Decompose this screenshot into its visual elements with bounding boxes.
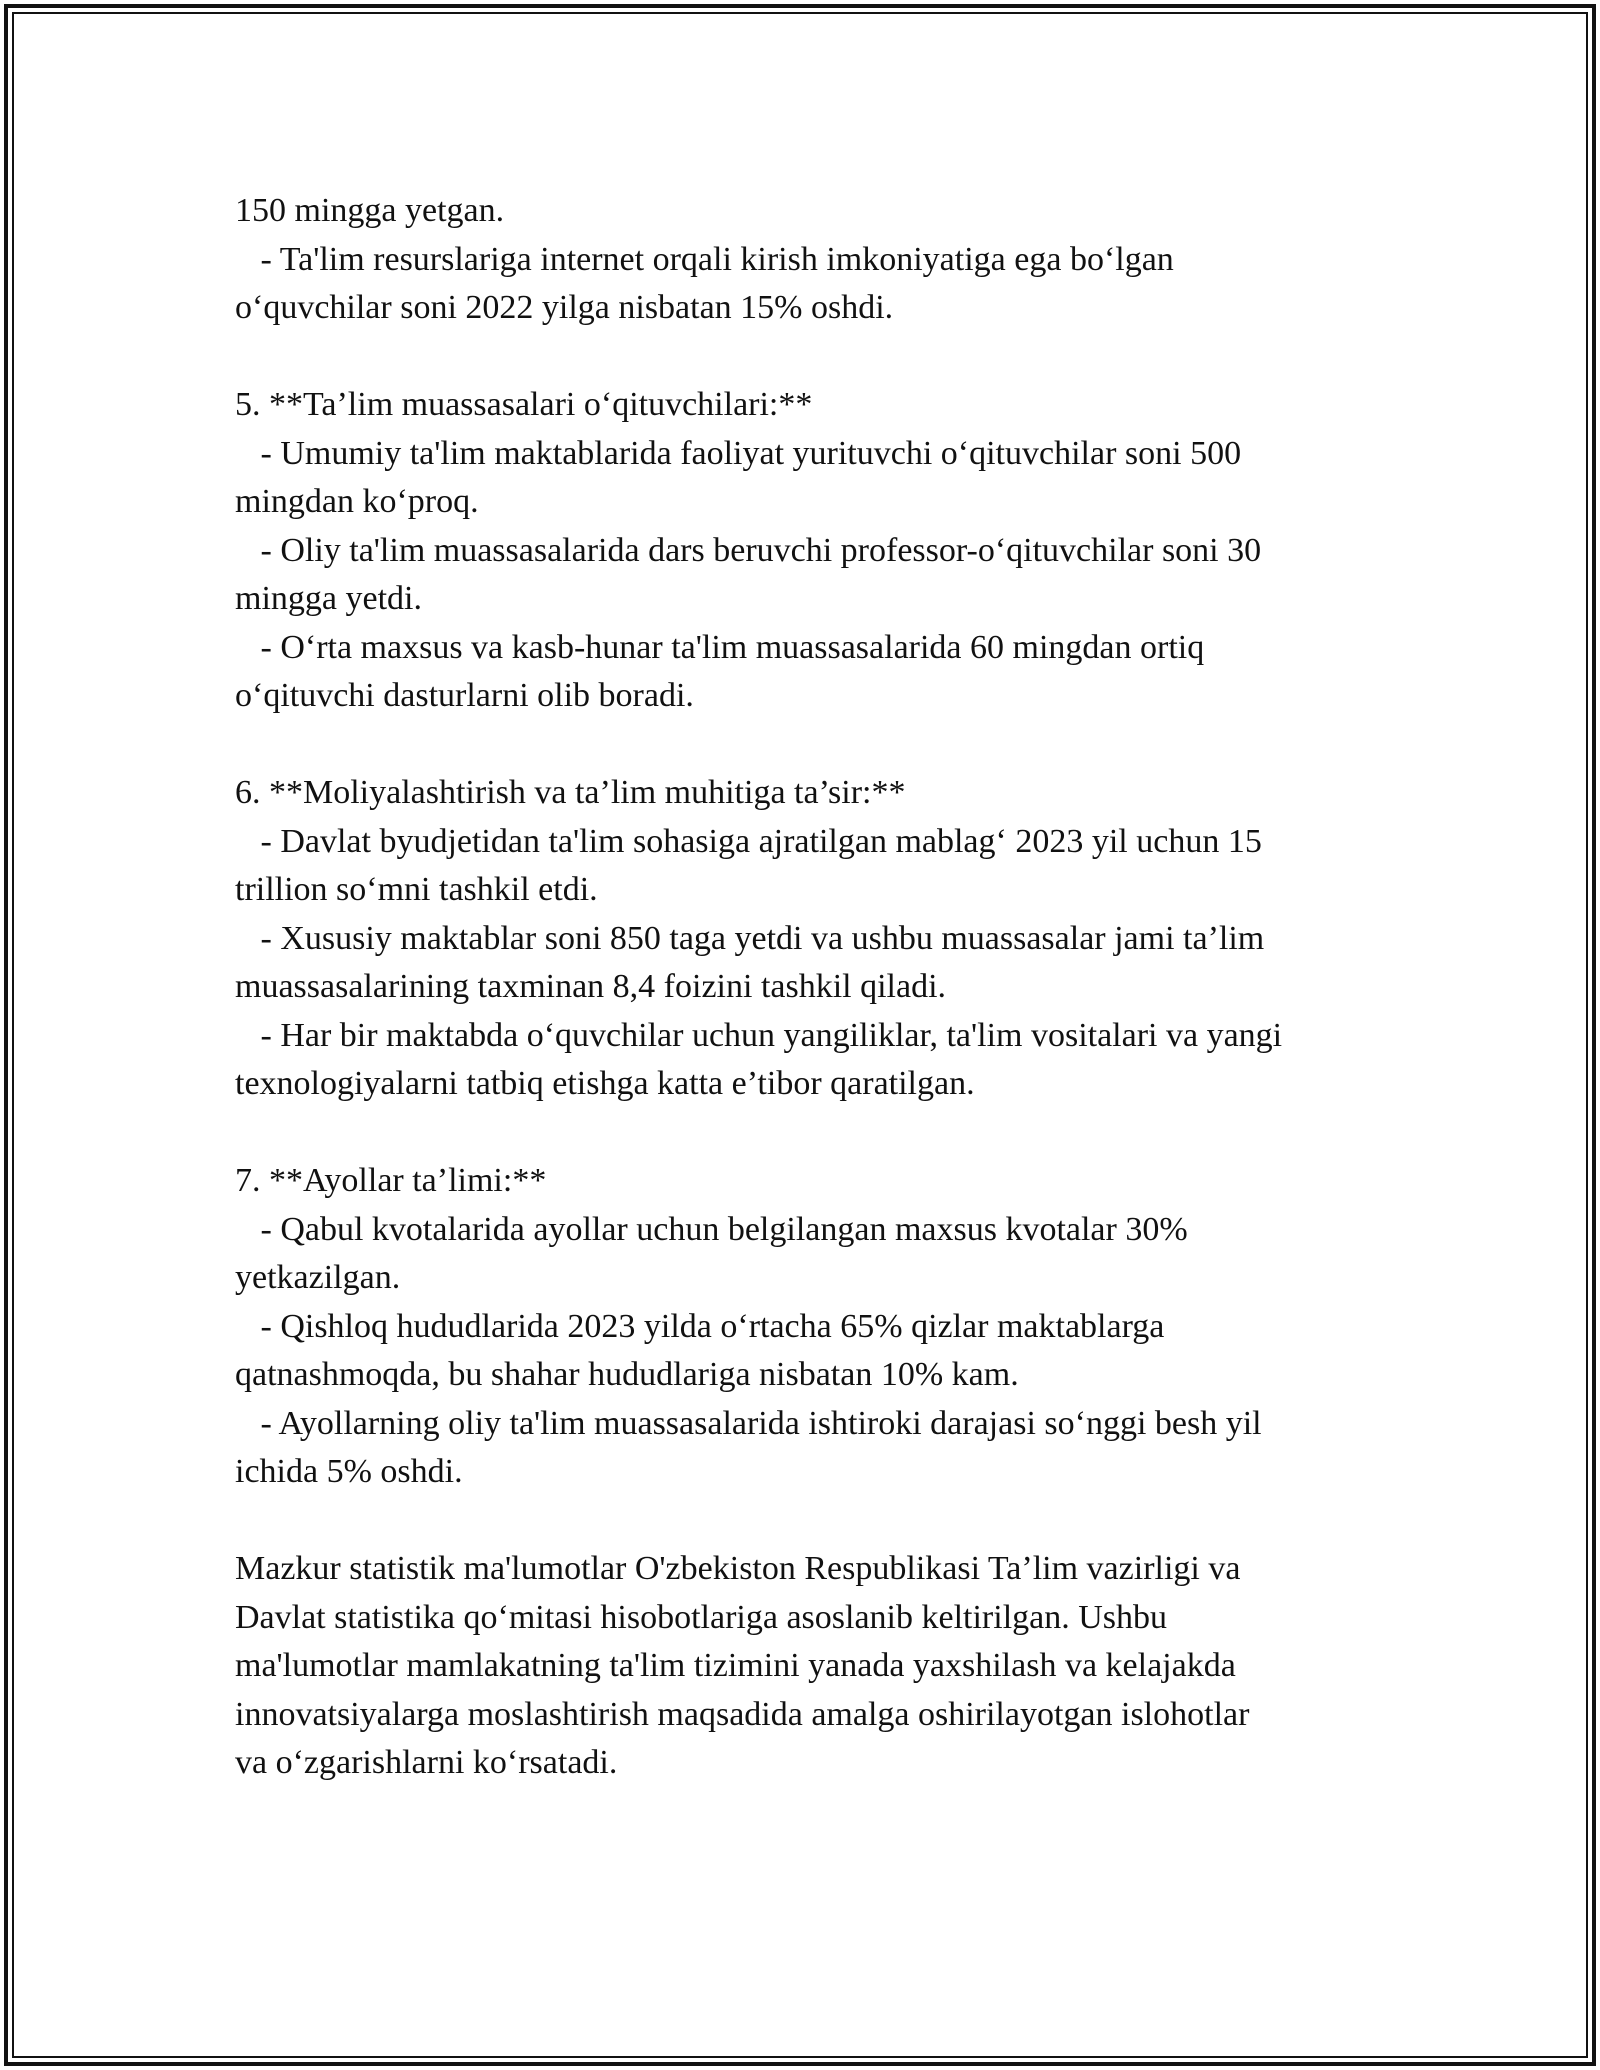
text-line: - O‘rta maxsus va kasb-hunar ta'lim muassasalarida 60 mingdan ortiq [235,628,1205,666]
text-line: - Qabul kvotalarida ayollar uchun belgilangan maxsus kvotalar 30% [235,1210,1188,1248]
text-line: - Qishloq hududlarida 2023 yilda o‘rtacha 65% qizlar maktablarga [235,1307,1165,1345]
text-line: ichida 5% oshdi. [235,1453,463,1490]
text-line: o‘quvchilar soni 2022 yilga nisbatan 15% oshdi. [235,289,894,326]
text-line: - Davlat byudjetidan ta'lim sohasiga ajratilgan mablag‘ 2023 yil uchun 15 [235,822,1262,860]
text-line: - Har bir maktabda o‘quvchilar uchun yangiliklar, ta'lim vositalari va yangi [235,1016,1283,1054]
text-line: ma'lumotlar mamlakatning ta'lim tizimini yanada yaxshilash va kelajakda [235,1647,1236,1684]
section-heading: 5. **Ta’lim muassasalari o‘qituvchilari:** [235,386,813,423]
text-line: Davlat statistika qo‘mitasi hisobotlariga asoslanib keltirilgan. Ushbu [235,1598,1168,1636]
text-line: yetkazilgan. [235,1259,401,1296]
section-heading: 6. **Moliyalashtirish va ta’lim muhitiga ta’sir:** [235,774,906,811]
text-line: - Oliy ta'lim muassasalarida dars beruvchi professor-o‘qituvchilar soni 30 [235,531,1262,569]
paragraph-gap [235,1109,1385,1158]
text-line: mingga yetdi. [235,580,422,617]
paragraph-gap [235,333,1385,382]
text-line: mingdan ko‘proq. [235,483,479,520]
text-line: - Umumiy ta'lim maktablarida faoliyat yurituvchi o‘qituvchilar soni 500 [235,434,1242,472]
text-line: innovatsiyalarga moslashtirish maqsadida amalga oshirilayotgan islohotlar [235,1695,1250,1733]
text-line: Mazkur statistik ma'lumotlar O'zbekiston Respublikasi Ta’lim vazirligi va [235,1550,1241,1587]
paragraph-gap [235,1497,1385,1546]
text-line: va o‘zgarishlarni ko‘rsatadi. [235,1744,618,1781]
text-line: o‘qituvchi dasturlarni olib boradi. [235,677,694,714]
text-line: trillion so‘mni tashkil etdi. [235,871,598,908]
text-line: texnologiyalarni tatbiq etishga katta e’tibor qaratilgan. [235,1065,975,1102]
section-heading: 7. **Ayollar ta’limi:** [235,1162,547,1199]
text-line: qatnashmoqda, bu shahar hududlariga nisbatan 10% kam. [235,1356,1019,1393]
document-body [235,187,1385,1788]
text-line: - Xususiy maktablar soni 850 taga yetdi va ushbu muassasalar jami ta’lim [235,919,1265,957]
text-line: - Ayollarning oliy ta'lim muassasalarida ishtiroki darajasi so‘nggi besh yil [235,1404,1262,1442]
text-line: muassasalarining taxminan 8,4 foizini tashkil qiladi. [235,968,947,1005]
text-line: - Ta'lim resurslariga internet orqali kirish imkoniyatiga ega bo‘lgan [235,240,1174,278]
text-line: 150 mingga yetgan. [235,192,505,229]
paragraph-gap [235,721,1385,770]
